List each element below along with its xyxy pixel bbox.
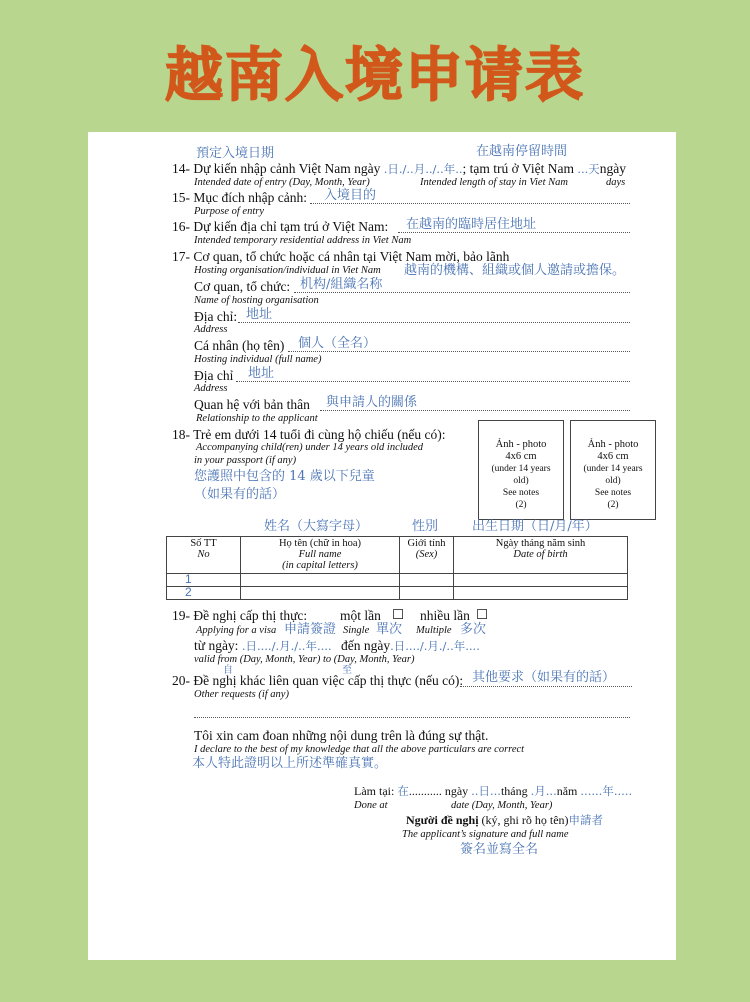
q19-single-vn: một lần [340,608,381,623]
q16-field[interactable] [398,232,630,233]
q20-hw: 其他要求（如果有的話） [472,670,616,685]
row-2-name[interactable] [241,587,400,600]
done-at-line [354,784,632,799]
q15-label: 15- Mục đích nhập cảnh: [172,190,307,205]
col-header-sex-en: (Sex) [415,549,438,560]
col-header-name-en: Full name [298,549,342,560]
q19-hw-multi: 多次 [460,622,487,637]
q19-hw-from: 自 [223,665,233,676]
q14-date-field[interactable]: .日./..月../..年.. [383,162,463,176]
col-header-sex [400,537,454,574]
q19-en: Applying for a visa [196,625,277,636]
applicant-line [406,813,603,828]
photo-box-1-line6: (2) [515,500,527,510]
photo-box-2-line6: (2) [607,500,619,510]
q19-from-field[interactable]: .日..../.月./..年.... [241,639,332,653]
q20-label: 20- Đề nghị khác liên quan việc cấp thị thực (nếu có): [172,673,464,688]
q17-addr2-hw: 地址 [248,366,275,381]
declaration-vn: Tôi xin cam đoan những nội dung trên là đúng sự thật. [194,728,489,743]
q17-addr1-hw: 地址 [246,307,273,322]
applicant-hw: 申請者 [568,813,604,827]
q17-addr2-en: Address [194,383,228,394]
q17-hw: 越南的機構、組織或個人邀請或擔保。 [404,263,626,278]
q20-en: Other requests (if any) [194,689,289,700]
col-header-no [167,537,241,574]
q17-org-hw: 机构/組織名称 [300,277,383,292]
q19-to-field[interactable]: .日..../.月./..年.... [390,639,480,653]
col-header-name-en2: (in capital letters) [282,560,358,571]
q17-org-en: Name of hosting organisation [194,295,319,306]
q14-en-entry: Intended date of entry (Day, Month, Year) [194,177,370,188]
col-header-dob-en: Date of birth [513,549,568,560]
q19-hw-apply: 申請簽證 [284,622,337,637]
q19-hw-single: 單次 [376,622,403,637]
q17-label: 17- Cơ quan, tổ chức hoặc cá nhân tại Việt Nam mời, bảo lãnh [172,249,510,264]
day-label: ngày [444,784,469,798]
q19-en-valid: valid from (Day, Month, Year) to (Day, Month, Year) [194,654,415,665]
q17-addr1-field[interactable] [238,322,630,323]
declaration-en: I declare to the best of my knowledge that all the above particulars are correct [194,744,525,755]
q18-label: 18- Trẻ em dưới 14 tuổi đi cùng hộ chiếu (nếu có): [172,427,446,442]
row-2-dob[interactable] [454,587,628,600]
page-title: 越南入境申请表 [164,41,585,109]
photo-box-2-line3: (under 14 years [583,464,643,474]
col-header-sex-vn: Giới tính [407,538,446,549]
photo-box-1-line5: See notes [502,488,540,498]
applicant-en: The applicant’s signature and full name [402,829,569,840]
q20-field[interactable] [460,686,632,687]
done-at-en: Done at [354,800,388,811]
row-1-sex[interactable] [400,574,454,587]
photo-box-2-line4: old) [605,476,621,486]
col-header-no-en: No [197,549,210,560]
q17-rel-en: Relationship to the applicant [196,413,318,424]
q17-en: Hosting organisation/individual in Viet Nam [194,265,381,276]
applicant-vn: (ký, ghi rõ họ tên) [478,813,569,827]
q19-multi-en: Multiple [416,625,452,636]
col-header-dob-vn: Ngày tháng năm sinh [495,538,586,549]
q17-rel-label: Quan hệ với bản thân [194,397,310,412]
photo-box-2-line5: See notes [594,488,632,498]
q19-label: 19- Đề nghị cấp thị thực: [172,608,308,623]
col-header-name [241,537,400,574]
done-at-hw[interactable]: 在 [397,784,409,798]
children-table [166,536,628,600]
done-at-fill: ........... [408,784,442,798]
photo-box-1-line1: Ảnh - photo [495,439,547,450]
photo-box-1[interactable] [478,420,564,520]
q14-label: 14- Dự kiến nhập cảnh Việt Nam ngày [172,161,381,176]
q17-org-label: Cơ quan, tổ chức: [194,279,291,294]
photo-box-2-line2: 4x6 cm [597,451,629,462]
q17-org-field[interactable] [294,292,630,293]
declaration-hw: 本人特此證明以上所述準確真實。 [192,756,388,771]
q17-rel-hw: 與申請人的關係 [326,395,418,410]
q17-addr1-label: Địa chỉ: [194,309,238,324]
q14-stay-field[interactable]: ...天 [577,162,600,176]
q19-multi-checkbox[interactable]: ☐ [476,607,489,622]
q14-hw-entry: 預定入境日期 [196,146,275,161]
done-at-label: Làm tại: [354,784,395,798]
q19-single-checkbox[interactable]: ☐ [392,607,405,622]
q19-multi-vn: nhiều lần [420,608,470,623]
q18-hw1: 您護照中包含的 14 歲以下兒童 [194,469,375,484]
signature-hw[interactable]: 簽名並寫全名 [460,842,539,857]
day-field[interactable]: ..日... [471,784,501,798]
q16-en: Intended temporary residential address in Viet Nam [194,235,412,246]
date-en: date (Day, Month, Year) [451,800,553,811]
table-hw-name: 姓名（大寫字母） [264,519,369,534]
q17-rel-field[interactable] [320,410,630,411]
q19-to-label: đến ngày [340,638,391,653]
col-header-no-vn: Số TT [190,538,217,549]
q14-hw-stay: 在越南停留時間 [476,144,568,159]
table-row [167,587,628,600]
month-label: tháng [500,784,528,798]
q17-ind-en: Hosting individual (full name) [194,354,322,365]
q18-hw2: （如果有的話） [194,487,286,502]
q19-from-line [194,638,480,654]
row-2-no: 2 [167,587,241,600]
photo-box-2[interactable] [570,420,656,520]
q17-ind-label: Cá nhân (họ tên) [194,338,285,353]
table-hw-sex: 性別 [412,519,439,534]
visa-form-paper [88,132,676,960]
q17-addr1-en: Address [194,324,228,335]
col-header-name-vn: Họ tên (chữ in hoa) [278,538,362,549]
photo-box-1-line2: 4x6 cm [505,451,537,462]
q20-extra-field[interactable] [194,717,630,718]
q17-addr2-field[interactable] [236,381,630,382]
q17-addr2-label: Địa chỉ [194,368,234,383]
photo-box-1-line4: old) [513,476,529,486]
q14-line [172,161,626,177]
applicant-vn-bold: Người đề nghị [406,813,479,827]
q19-hw-to: 至 [342,665,352,676]
month-field[interactable]: .月... [530,784,557,798]
q19-single-en: Single [343,625,370,636]
photo-box-2-line1: Ảnh - photo [587,439,639,450]
q17-ind-hw: 個人（全名） [298,336,377,351]
photo-box-1-line3: (under 14 years [491,464,551,474]
q18-en1: Accompanying child(ren) under 14 years old included [196,442,424,453]
q15-en: Purpose of entry [194,206,264,217]
table-hw-dob: 出生日期（日/月/年） [472,519,598,534]
row-1-no: 1 [167,574,241,587]
row-1-dob[interactable] [454,574,628,587]
q14-mid: ; tạm trú ở Việt Nam [462,161,574,176]
col-header-dob [454,537,628,574]
table-row [167,574,628,587]
row-2-sex[interactable] [400,587,454,600]
q17-ind-field[interactable] [288,351,630,352]
table-header-row [167,537,628,574]
year-field[interactable]: ......年..... [580,784,633,798]
q15-field[interactable] [310,203,630,204]
q16-label: 16- Dự kiến địa chỉ tạm trú ở Việt Nam: [172,219,389,234]
q19-from-label: từ ngày: [194,638,239,653]
q14-en-stay: Intended length of stay in Viet Nam [420,177,568,188]
q16-hw: 在越南的臨時居住地址 [406,217,537,232]
q14-days-vn: ngày [599,161,627,176]
q18-en2: in your passport (if any) [194,455,297,466]
year-label: năm [556,784,578,798]
q15-hw: 入境目的 [324,188,377,203]
q14-en-days: days [606,177,626,188]
row-1-name[interactable] [241,574,400,587]
